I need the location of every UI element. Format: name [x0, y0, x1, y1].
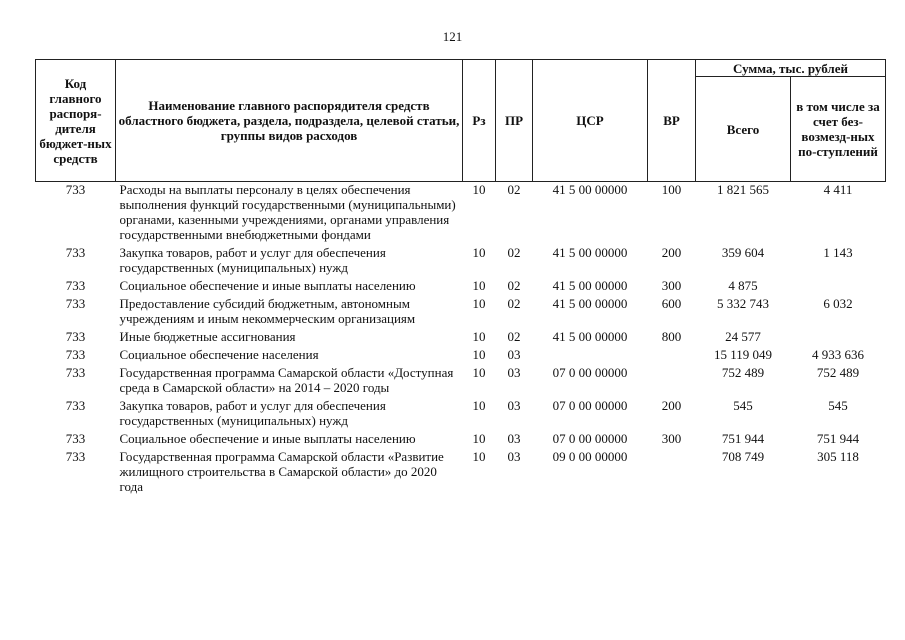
cell-csr: 41 5 00 00000	[552, 278, 628, 293]
table-row	[36, 296, 886, 329]
cell-vr: 300	[661, 278, 682, 293]
cell-total: 24 577	[725, 329, 761, 344]
table-row	[36, 431, 886, 449]
header-incl: в том числе за счет без-возмезд-ных по-ступлений	[791, 77, 886, 182]
cell-vr: 300	[661, 431, 682, 446]
page-number: 121	[442, 29, 463, 44]
cell-name: Социальное обеспечение и иные выплаты населению	[119, 278, 416, 293]
header-rz: Рз	[463, 60, 496, 182]
cell-incl	[791, 329, 886, 347]
cell-pr: 03	[507, 365, 521, 380]
header-code: Код главного распоря-дителя бюджет-ных средств	[36, 60, 116, 182]
cell-name: Социальное обеспечение и иные выплаты населению	[119, 431, 416, 446]
header-total: Всего	[696, 77, 791, 182]
cell-rz: 10	[472, 398, 486, 413]
cell-pr: 03	[507, 347, 521, 362]
cell-csr	[533, 347, 648, 365]
cell-code: 733	[65, 365, 86, 380]
cell-csr: 09 0 00 00000	[552, 449, 628, 464]
cell-rz: 10	[472, 182, 486, 197]
cell-code: 733	[65, 182, 86, 197]
cell-vr: 600	[661, 296, 682, 311]
table-row	[36, 365, 886, 398]
cell-name: Социальное обеспечение населения	[119, 347, 319, 362]
cell-total: 545	[733, 398, 753, 413]
cell-csr: 41 5 00 00000	[552, 296, 628, 311]
cell-code: 733	[65, 329, 86, 344]
cell-name: Государственная программа Самарской области «Доступная среда в Самарской области» на 2014 – 2020 годы	[119, 365, 454, 395]
cell-total: 15 119 049	[713, 347, 773, 362]
cell-pr: 02	[507, 296, 521, 311]
cell-total: 708 749	[721, 449, 765, 464]
cell-total: 1 821 565	[717, 182, 769, 197]
cell-code: 733	[65, 449, 86, 464]
table-row	[36, 449, 886, 497]
cell-code: 733	[65, 431, 86, 446]
cell-rz: 10	[472, 296, 486, 311]
cell-csr: 07 0 00 00000	[552, 398, 628, 413]
cell-rz: 10	[472, 329, 486, 344]
cell-total: 752 489	[721, 365, 765, 380]
table-row	[36, 329, 886, 347]
table-row	[36, 182, 886, 246]
cell-incl: 752 489	[816, 365, 860, 380]
header-pr: ПР	[496, 60, 533, 182]
cell-incl: 305 118	[817, 449, 859, 464]
cell-pr: 02	[507, 245, 521, 260]
cell-rz: 10	[472, 365, 486, 380]
cell-vr: 100	[661, 182, 682, 197]
cell-vr: 200	[661, 245, 682, 260]
cell-name: Иные бюджетные ассигнования	[119, 329, 296, 344]
table-row	[36, 398, 886, 431]
table-row	[36, 245, 886, 278]
cell-incl: 6 032	[823, 296, 853, 311]
cell-pr: 02	[507, 182, 521, 197]
cell-total: 4 875	[728, 278, 758, 293]
cell-vr: 800	[661, 329, 682, 344]
cell-total: 359 604	[721, 245, 765, 260]
header-sum: Сумма, тыс. рублей	[696, 60, 886, 77]
cell-code: 733	[65, 398, 86, 413]
header-name: Наименование главного распорядителя средств областного бюджета, раздела, подраздела, целевой статьи, группы видов расходов	[116, 60, 463, 182]
cell-vr	[648, 365, 696, 398]
header-vr: ВР	[648, 60, 696, 182]
budget-table	[35, 59, 886, 497]
cell-pr: 03	[507, 398, 521, 413]
table-header	[36, 60, 886, 182]
cell-pr: 02	[507, 278, 521, 293]
cell-vr	[648, 449, 696, 497]
cell-name: Предоставление субсидий бюджетным, автономным учреждениям и иным некоммерческим организациям	[119, 296, 416, 326]
cell-rz: 10	[472, 431, 486, 446]
cell-pr: 02	[507, 329, 521, 344]
cell-incl: 4 933 636	[812, 347, 864, 362]
header-csr: ЦСР	[533, 60, 648, 182]
cell-rz: 10	[472, 278, 486, 293]
cell-csr: 07 0 00 00000	[552, 365, 628, 380]
cell-csr: 07 0 00 00000	[552, 431, 628, 446]
cell-incl	[791, 278, 886, 296]
cell-code: 733	[65, 278, 86, 293]
cell-incl: 1 143	[823, 245, 853, 260]
cell-pr: 03	[507, 431, 521, 446]
cell-code: 733	[65, 245, 86, 260]
cell-total: 5 332 743	[717, 296, 769, 311]
cell-vr	[648, 347, 696, 365]
cell-rz: 10	[472, 449, 486, 464]
cell-csr: 41 5 00 00000	[552, 245, 628, 260]
cell-incl: 751 944	[816, 431, 860, 446]
cell-rz: 10	[472, 347, 486, 362]
table-row	[36, 278, 886, 296]
cell-name: Закупка товаров, работ и услуг для обеспечения государственных (муниципальных) нужд	[119, 398, 386, 428]
cell-vr: 200	[661, 398, 682, 413]
cell-csr: 41 5 00 00000	[552, 182, 628, 197]
cell-name: Государственная программа Самарской области «Развитие жилищного строительства в Самарской области» до 2020 года	[119, 449, 444, 494]
cell-rz: 10	[472, 245, 486, 260]
cell-csr: 41 5 00 00000	[552, 329, 628, 344]
cell-pr: 03	[507, 449, 521, 464]
cell-name: Закупка товаров, работ и услуг для обеспечения государственных (муниципальных) нужд	[119, 245, 386, 275]
cell-code: 733	[65, 296, 86, 311]
table-body	[36, 182, 886, 498]
cell-total: 751 944	[721, 431, 765, 446]
table-row	[36, 347, 886, 365]
cell-incl: 545	[828, 398, 848, 413]
cell-incl: 4 411	[823, 182, 853, 197]
cell-name: Расходы на выплаты персоналу в целях обеспечения выполнения функций государственными (муниципальными) органами, казенными учреждениями, органами управления государственными внебюджетными фондами	[119, 182, 456, 242]
cell-code: 733	[65, 347, 86, 362]
